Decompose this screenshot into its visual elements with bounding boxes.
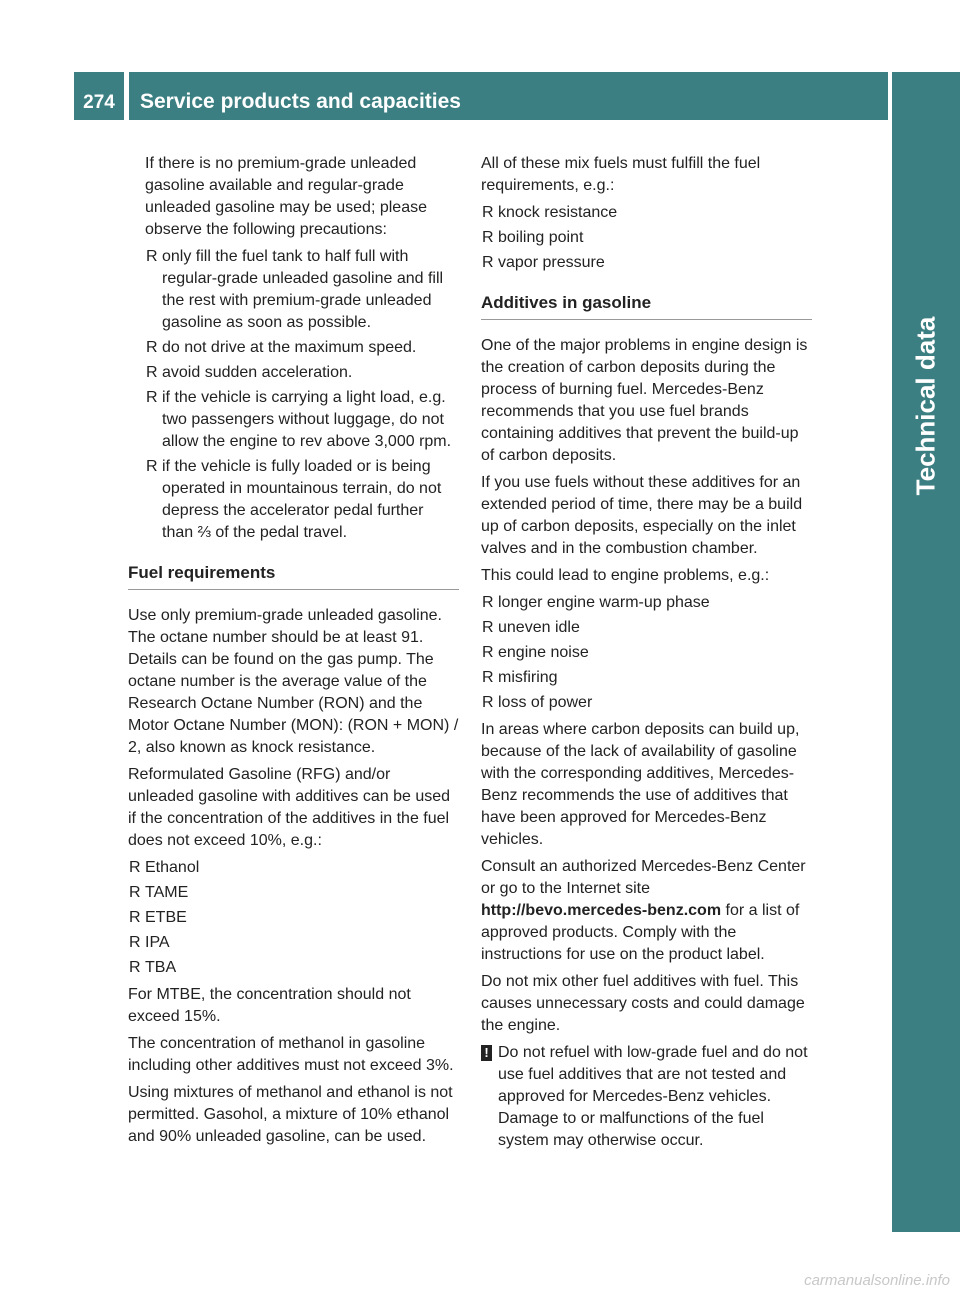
right-column <box>481 153 812 1152</box>
paragraph: If you use fuels without these additives for an extended period of time, there may be a build up of carbon deposits, especially on the inlet valves and in the combustion chamber. <box>481 474 803 557</box>
paragraph: Do not mix other fuel additives with fuel. This causes unnecessary costs and could damage the engine. <box>481 973 805 1034</box>
bullet: R <box>482 694 494 711</box>
list-item: R engine noise <box>481 642 812 664</box>
bullet: R <box>482 254 494 271</box>
paragraph: Consult an authorized Mercedes-Benz Center or go to the Internet site http://bevo.mercedes-benz.com for a list of approved products. Comply with the instructions for use on the product label. <box>481 858 806 963</box>
warning-text: Do not refuel with low-grade fuel and do not use fuel additives that are not tested and approved for Mercedes-Benz vehicles. Damage to or malfunctions of the fuel system may otherwise occur. <box>498 1044 808 1149</box>
side-tab-label: Technical data <box>910 316 941 496</box>
bullet: R <box>482 594 494 611</box>
warning-note <box>481 1042 812 1152</box>
list-item: R do not drive at the maximum speed. <box>145 337 459 359</box>
list-item: R misfiring <box>481 667 812 689</box>
bullet: R <box>482 644 494 661</box>
bullet: R <box>129 909 141 926</box>
paragraph: Using mixtures of methanol and ethanol is not permitted. Gasohol, a mixture of 10% ethanol and 90% unleaded gasoline, can be used. <box>128 1084 453 1145</box>
list-item: R only fill the fuel tank to half full with regular-grade unleaded gasoline and fill the rest with premium-grade unleaded gasoline as soon as possible. <box>146 248 444 331</box>
bullet: R <box>482 204 494 221</box>
section-heading-fuel-requirements: Fuel requirements <box>128 562 459 590</box>
website-link[interactable]: http://bevo.mercedes-benz.com <box>481 902 722 919</box>
left-intro: If there is no premium-grade unleaded gasoline available and regular-grade unleaded gasoline may be used; please observe the following precautions: <box>145 155 427 238</box>
list-item: R TAME <box>128 882 459 904</box>
bullet: R <box>146 339 158 356</box>
paragraph: Reformulated Gasoline (RFG) and/or unleaded gasoline with additives can be used if the concentration of the additives in the fuel does not exceed 10%, e.g.: <box>128 766 451 849</box>
left-column <box>128 153 459 1153</box>
paragraph: This could lead to engine problems, e.g.: <box>481 567 770 584</box>
bullet: R <box>129 884 141 901</box>
paragraph: Use only premium-grade unleaded gasoline. The octane number should be at least 91. Details can be found on the gas pump. The octane number is the average value of the Research Octane Number (RON) and the Motor Octane Number (MON): (RON + MON) / 2, also known as knock resistance. <box>128 607 459 756</box>
problem-list <box>481 592 812 714</box>
list-item: R if the vehicle is fully loaded or is being operated in mountainous terrain, do not depress the accelerator pedal further than ⅔ of the pedal travel. <box>146 458 442 541</box>
paragraph: In areas where carbon deposits can build up, because of the lack of availability of gasoline with the corresponding additives, Mercedes-Benz recommends the use of additives that have been approved for Mercedes-Benz vehicles. <box>481 721 800 848</box>
page-title: Service products and capacities <box>129 72 888 120</box>
paragraph: For MTBE, the concentration should not exceed 15%. <box>128 986 411 1025</box>
list-item: R knock resistance <box>481 202 812 224</box>
right-intro: All of these mix fuels must fulfill the fuel requirements, e.g.: <box>481 155 761 194</box>
list-item: R avoid sudden acceleration. <box>145 362 459 384</box>
list-item: R loss of power <box>481 692 812 714</box>
bullet: R <box>146 389 158 406</box>
bullet: R <box>129 859 141 876</box>
bullet: R <box>482 619 494 636</box>
list-item: R uneven idle <box>481 617 812 639</box>
paragraph: One of the major problems in engine design is the creation of carbon deposits during the process of burning fuel. Mercedes-Benz recommends that you use fuel brands containing additives that prevent the build-up of carbon deposits. <box>481 337 808 464</box>
list-item: R Ethanol <box>128 857 459 879</box>
list-item: R IPA <box>128 932 459 954</box>
additive-list <box>128 857 459 979</box>
bullet: R <box>129 959 141 976</box>
section-heading-additives: Additives in gasoline <box>481 292 812 320</box>
list-item: R ETBE <box>128 907 459 929</box>
footer-watermark: carmanualsonline.info <box>804 1272 950 1289</box>
section-side-tab <box>892 72 960 1232</box>
list-item: R TBA <box>128 957 459 979</box>
list-item: R vapor pressure <box>481 252 812 274</box>
list-item: R boiling point <box>481 227 812 249</box>
requirement-list <box>481 202 812 274</box>
list-item: R if the vehicle is carrying a light load, e.g. two passengers without luggage, do not allow the engine to rev above 3,000 rpm. <box>146 389 452 450</box>
bullet: R <box>146 364 158 381</box>
precaution-list <box>128 246 459 544</box>
bullet: R <box>146 248 158 265</box>
list-item: R longer engine warm-up phase <box>481 592 812 614</box>
bullet: R <box>146 458 158 475</box>
bullet: R <box>482 669 494 686</box>
bullet: R <box>482 229 494 246</box>
page-number: 274 <box>74 72 124 120</box>
bullet: R <box>129 934 141 951</box>
warning-icon: ! <box>481 1045 492 1061</box>
paragraph: The concentration of methanol in gasoline including other additives must not exceed 3%. <box>128 1035 454 1074</box>
